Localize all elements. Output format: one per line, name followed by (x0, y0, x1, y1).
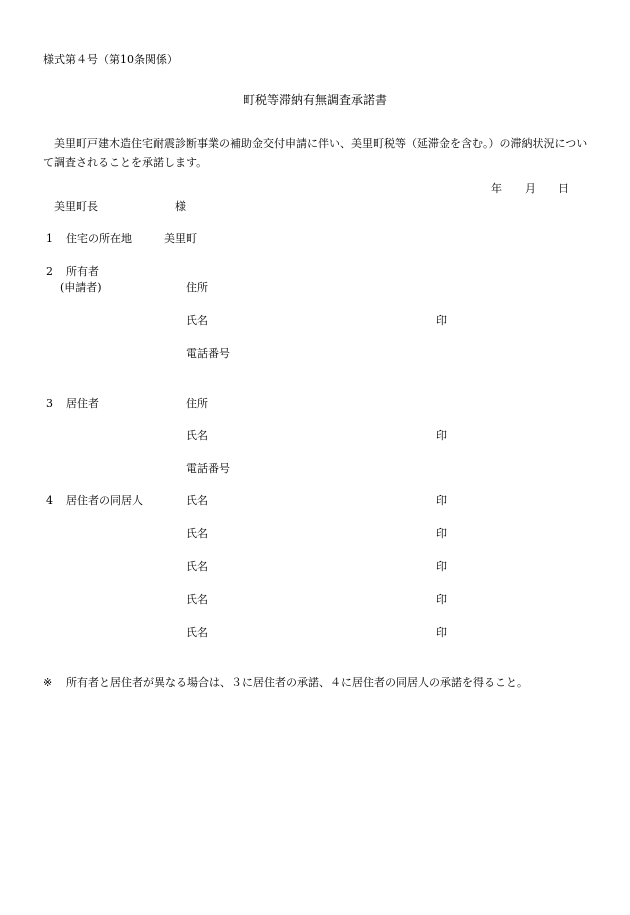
note-text: 所有者と居住者が異なる場合は、３に居住者の承諾、４に居住者の同居人の承諾を得ること。 (66, 676, 528, 689)
section3-label: 居住者 (66, 397, 99, 410)
section2-address-label: 住所 (186, 281, 208, 294)
section4-number: 4 (46, 494, 53, 507)
cohabitant-seal: 印 (436, 593, 447, 606)
cohabitant-name-label: 氏名 (186, 560, 208, 573)
section3-phone-label: 電話番号 (186, 462, 230, 475)
date-year-label: 年 (491, 182, 502, 195)
cohabitant-seal: 印 (436, 560, 447, 573)
section2-sublabel: (申請者) (60, 281, 102, 294)
cohabitant-name-label: 氏名 (186, 626, 208, 639)
cohabitant-name-label: 氏名 (186, 494, 208, 507)
form-number: 様式第４号（第10条関係） (43, 53, 178, 66)
section1-number: 1 (46, 232, 53, 245)
section3-number: 3 (46, 397, 53, 410)
cohabitant-name-label: 氏名 (186, 527, 208, 540)
date-month-label: 月 (525, 182, 536, 195)
section1-label: 住宅の所在地 (66, 232, 132, 245)
note-mark: ※ (43, 676, 53, 689)
addressee-honorific: 様 (175, 200, 186, 213)
document-title: 町税等滞納有無調査承諾書 (242, 93, 387, 107)
section3-name-label: 氏名 (186, 429, 208, 442)
section3-seal: 印 (436, 429, 447, 442)
cohabitant-seal: 印 (436, 494, 447, 507)
section1-value: 美里町 (164, 232, 197, 245)
cohabitant-seal: 印 (436, 527, 447, 540)
section2-number: 2 (46, 265, 53, 278)
date-day-label: 日 (558, 182, 569, 195)
section2-label: 所有者 (66, 265, 99, 278)
consent-statement: 美里町戸建木造住宅耐震診断事業の補助金交付申請に伴い、美里町税等（延滞金を含む。）の滞納状況について調査されることを承諾します。 (43, 137, 588, 169)
section2-phone-label: 電話番号 (186, 347, 230, 360)
section2-name-label: 氏名 (186, 314, 208, 327)
cohabitant-name-label: 氏名 (186, 593, 208, 606)
section2-seal: 印 (436, 314, 447, 327)
cohabitant-seal: 印 (436, 626, 447, 639)
addressee-name: 美里町長 (54, 200, 98, 213)
section4-label: 居住者の同居人 (66, 494, 143, 507)
section3-address-label: 住所 (186, 397, 208, 410)
